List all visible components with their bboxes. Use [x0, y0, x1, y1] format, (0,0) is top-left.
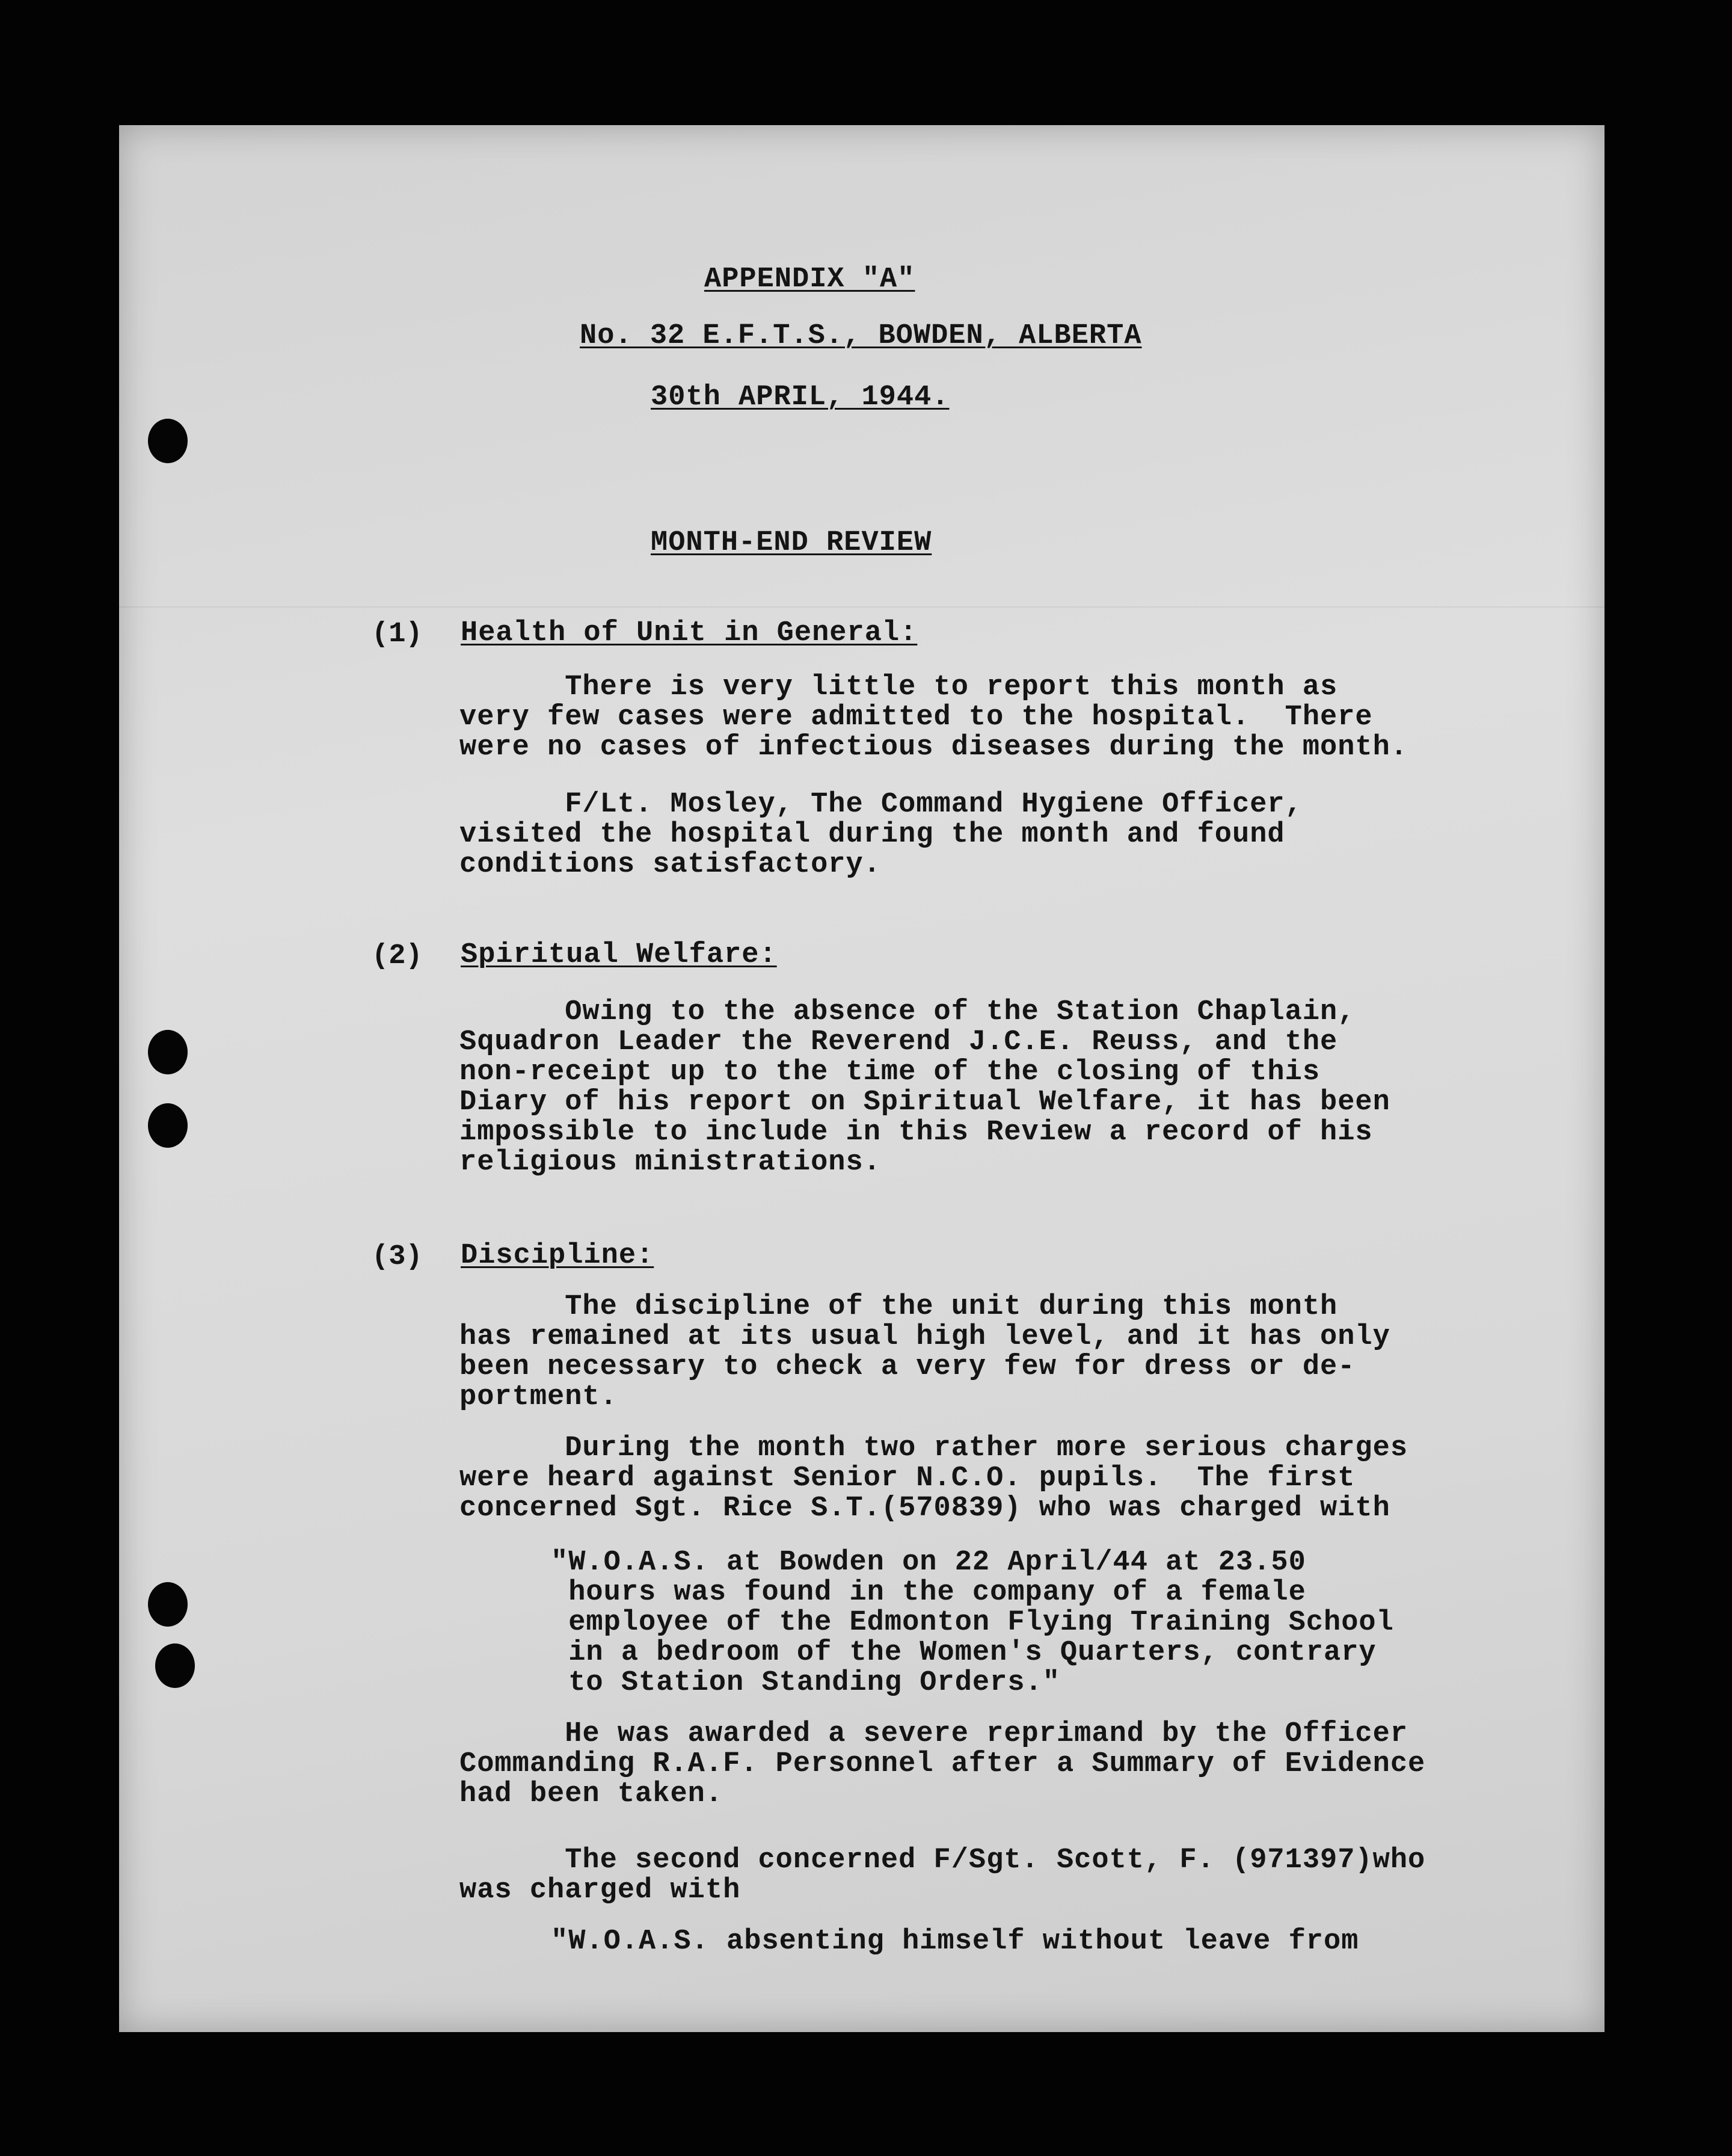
text-line: concerned Sgt. Rice S.T.(570839) who was charged with	[459, 1492, 1390, 1524]
text-line: in a bedroom of the Women's Quarters, contrary	[551, 1637, 1377, 1669]
text-line: "W.O.A.S. at Bowden on 22 April/44 at 23.50	[551, 1547, 1306, 1578]
text-line: He was awarded a severe reprimand by the Officer	[459, 1718, 1408, 1750]
text-line: portment.	[459, 1381, 618, 1413]
section-1-paragraph-2	[459, 790, 1303, 880]
text-line: F/Lt. Mosley, The Command Hygiene Officer,	[459, 789, 1303, 821]
text-line: employee of the Edmonton Flying Training School	[551, 1607, 1394, 1639]
punch-hole	[148, 419, 188, 463]
text-line: "W.O.A.S. absenting himself without leave from	[551, 1926, 1359, 1957]
text-line: were heard against Senior N.C.O. pupils. The first	[459, 1462, 1356, 1494]
punch-hole	[148, 1030, 188, 1074]
section-1-paragraph-1	[459, 673, 1408, 763]
document-page	[119, 125, 1605, 2032]
text-line: impossible to include in this Review a record of his	[459, 1116, 1373, 1148]
page-fold-line	[119, 606, 1605, 608]
section-2-title: Spiritual Welfare:	[461, 939, 777, 971]
punch-hole	[148, 1582, 188, 1627]
text-line: has remained at its usual high level, and it has only	[459, 1321, 1390, 1353]
section-1-title: Health of Unit in General:	[461, 617, 918, 649]
text-line: hours was found in the company of a female	[551, 1577, 1306, 1609]
unit-heading: No. 32 E.F.T.S., BOWDEN, ALBERTA	[580, 320, 1142, 352]
punch-hole	[155, 1643, 195, 1688]
section-3-title: Discipline:	[461, 1240, 654, 1272]
text-line: Commanding R.A.F. Personnel after a Summary of Evidence	[459, 1748, 1426, 1780]
section-3-paragraph-5	[459, 1846, 1425, 1906]
section-1-number: (1)	[372, 618, 423, 650]
text-line: to Station Standing Orders."	[551, 1667, 1060, 1699]
text-line: Owing to the absence of the Station Chaplain,	[459, 996, 1356, 1028]
text-line: Diary of his report on Spiritual Welfare, it has been	[459, 1086, 1390, 1118]
review-title: MONTH-END REVIEW	[651, 527, 932, 559]
section-3-paragraph-2	[459, 1434, 1408, 1524]
text-line: During the month two rather more serious charges	[459, 1432, 1408, 1464]
charge-quote-1	[551, 1548, 1394, 1698]
section-3-paragraph-1	[459, 1292, 1390, 1412]
text-line: visited the hospital during the month and found	[459, 819, 1285, 851]
punch-hole	[148, 1103, 188, 1148]
text-line: Squadron Leader the Reverend J.C.E. Reuss, and the	[459, 1026, 1338, 1058]
section-3-number: (3)	[372, 1241, 423, 1273]
section-3-paragraph-4	[459, 1719, 1425, 1810]
text-line: very few cases were admitted to the hospital. There	[459, 701, 1373, 733]
section-2-paragraph-1	[459, 997, 1390, 1178]
text-line: were no cases of infectious diseases during the month.	[459, 732, 1408, 763]
text-line: religious ministrations.	[459, 1147, 881, 1178]
section-2-number: (2)	[372, 940, 423, 972]
text-line: non-receipt up to the time of the closing of this	[459, 1056, 1321, 1088]
text-line: had been taken.	[459, 1778, 723, 1810]
date-heading: 30th APRIL, 1944.	[651, 381, 950, 413]
text-line: was charged with	[459, 1874, 741, 1906]
text-line: There is very little to report this month as	[459, 671, 1338, 703]
text-line: conditions satisfactory.	[459, 849, 881, 881]
charge-quote-2	[551, 1927, 1359, 1957]
appendix-heading: APPENDIX "A"	[704, 263, 915, 295]
text-line: been necessary to check a very few for dress or de-	[459, 1351, 1356, 1383]
text-line: The second concerned F/Sgt. Scott, F. (971397)who	[459, 1844, 1426, 1876]
text-line: The discipline of the unit during this month	[459, 1291, 1338, 1323]
